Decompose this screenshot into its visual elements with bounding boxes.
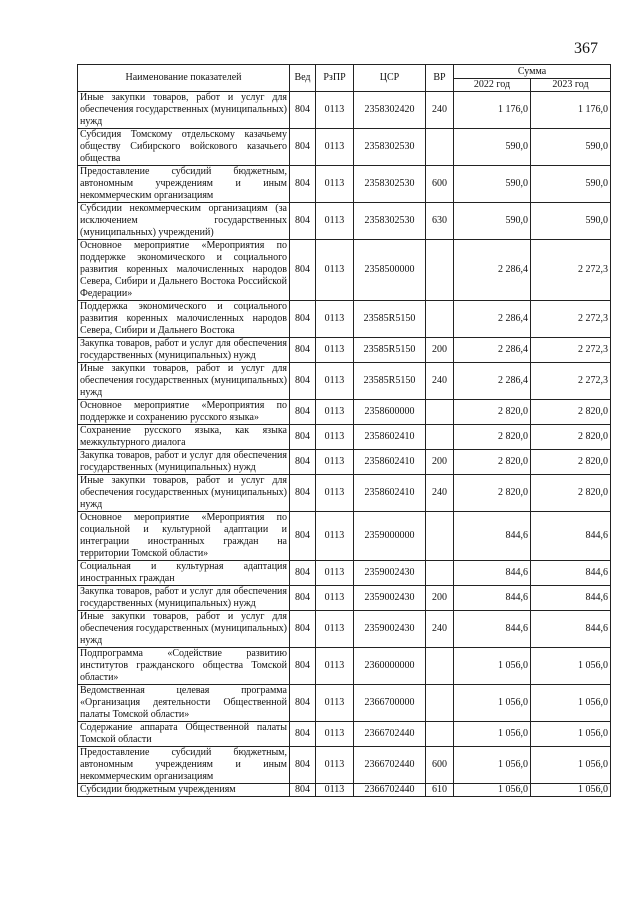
row-vr: 240 [426, 92, 454, 129]
row-sum-2022: 2 820,0 [454, 450, 531, 475]
table-row [78, 92, 611, 129]
row-sum-2022: 1 056,0 [454, 722, 531, 747]
row-rzpr: 0113 [316, 784, 354, 797]
table-row [78, 561, 611, 586]
row-sum-2023: 2 272,3 [531, 338, 611, 363]
row-csr: 2359002430 [354, 586, 426, 611]
row-sum-2022: 1 056,0 [454, 648, 531, 685]
row-name: Иные закупки товаров, работ и услуг для обеспечения государственных (муниципальных) нужд [78, 475, 290, 512]
row-name: Иные закупки товаров, работ и услуг для обеспечения государственных (муниципальных) нужд [78, 611, 290, 648]
row-name: Иные закупки товаров, работ и услуг для обеспечения государственных (муниципальных) нужд [78, 363, 290, 400]
row-vr [426, 685, 454, 722]
row-sum-2023: 2 820,0 [531, 450, 611, 475]
row-vr: 200 [426, 338, 454, 363]
row-sum-2022: 1 056,0 [454, 784, 531, 797]
row-rzpr: 0113 [316, 129, 354, 166]
row-ved: 804 [290, 475, 316, 512]
row-ved: 804 [290, 240, 316, 301]
row-ved: 804 [290, 425, 316, 450]
row-csr: 2366702440 [354, 747, 426, 784]
row-csr: 2358302530 [354, 166, 426, 203]
row-rzpr: 0113 [316, 685, 354, 722]
row-ved: 804 [290, 363, 316, 400]
row-sum-2022: 1 056,0 [454, 747, 531, 784]
row-name: Ведомственная целевая программа «Организация деятельности Общественной палаты Томской области» [78, 685, 290, 722]
row-rzpr: 0113 [316, 611, 354, 648]
row-csr: 2366702440 [354, 784, 426, 797]
row-name: Закупка товаров, работ и услуг для обеспечения государственных (муниципальных) нужд [78, 450, 290, 475]
row-sum-2023: 2 272,3 [531, 240, 611, 301]
row-ved: 804 [290, 722, 316, 747]
row-sum-2023: 590,0 [531, 129, 611, 166]
row-sum-2023: 1 056,0 [531, 784, 611, 797]
row-sum-2023: 590,0 [531, 166, 611, 203]
table-row [78, 648, 611, 685]
budget-table [77, 64, 611, 797]
table-row [78, 611, 611, 648]
row-sum-2022: 2 820,0 [454, 400, 531, 425]
row-vr: 600 [426, 747, 454, 784]
row-csr: 2358602410 [354, 425, 426, 450]
row-rzpr: 0113 [316, 92, 354, 129]
row-csr: 23585R5150 [354, 363, 426, 400]
row-rzpr: 0113 [316, 450, 354, 475]
row-sum-2023: 2 820,0 [531, 475, 611, 512]
row-sum-2022: 590,0 [454, 203, 531, 240]
row-csr: 2358302530 [354, 129, 426, 166]
row-rzpr: 0113 [316, 166, 354, 203]
row-sum-2023: 2 272,3 [531, 301, 611, 338]
row-vr: 630 [426, 203, 454, 240]
header-csr: ЦСР [354, 65, 426, 92]
header-ved: Вед [290, 65, 316, 92]
row-sum-2022: 2 286,4 [454, 240, 531, 301]
row-csr: 2358302530 [354, 203, 426, 240]
row-name: Основное мероприятие «Мероприятия по поддержке и сохранению русского языка» [78, 400, 290, 425]
row-ved: 804 [290, 400, 316, 425]
row-ved: 804 [290, 338, 316, 363]
row-rzpr: 0113 [316, 203, 354, 240]
header-sum: Сумма [454, 65, 611, 79]
row-sum-2022: 2 286,4 [454, 338, 531, 363]
table-row [78, 203, 611, 240]
row-vr [426, 561, 454, 586]
row-sum-2023: 2 820,0 [531, 425, 611, 450]
row-name: Поддержка экономического и социального развития коренных малочисленных народов Севера, Сибири и Дальнего Востока [78, 301, 290, 338]
row-csr: 23585R5150 [354, 301, 426, 338]
row-rzpr: 0113 [316, 301, 354, 338]
row-vr [426, 400, 454, 425]
row-ved: 804 [290, 203, 316, 240]
row-ved: 804 [290, 784, 316, 797]
row-sum-2022: 1 176,0 [454, 92, 531, 129]
row-ved: 804 [290, 685, 316, 722]
row-sum-2023: 2 272,3 [531, 363, 611, 400]
row-ved: 804 [290, 92, 316, 129]
row-sum-2023: 590,0 [531, 203, 611, 240]
row-sum-2023: 1 056,0 [531, 722, 611, 747]
table-body [78, 92, 611, 797]
row-vr: 610 [426, 784, 454, 797]
table-row [78, 338, 611, 363]
table-row [78, 512, 611, 561]
table-row [78, 586, 611, 611]
row-rzpr: 0113 [316, 363, 354, 400]
row-csr: 2358500000 [354, 240, 426, 301]
row-vr: 240 [426, 363, 454, 400]
row-csr: 2360000000 [354, 648, 426, 685]
row-rzpr: 0113 [316, 475, 354, 512]
row-sum-2022: 844,6 [454, 512, 531, 561]
row-sum-2023: 844,6 [531, 512, 611, 561]
row-ved: 804 [290, 561, 316, 586]
header-2023: 2023 год [531, 79, 611, 92]
row-ved: 804 [290, 611, 316, 648]
row-rzpr: 0113 [316, 648, 354, 685]
row-csr: 2366700000 [354, 685, 426, 722]
row-sum-2023: 844,6 [531, 586, 611, 611]
row-name: Субсидии бюджетным учреждениям [78, 784, 290, 797]
row-name: Закупка товаров, работ и услуг для обеспечения государственных (муниципальных) нужд [78, 586, 290, 611]
row-csr: 23585R5150 [354, 338, 426, 363]
row-rzpr: 0113 [316, 561, 354, 586]
row-sum-2023: 1 056,0 [531, 747, 611, 784]
row-vr [426, 512, 454, 561]
row-rzpr: 0113 [316, 747, 354, 784]
row-csr: 2359002430 [354, 561, 426, 586]
row-sum-2022: 590,0 [454, 129, 531, 166]
row-vr [426, 425, 454, 450]
table-row [78, 301, 611, 338]
row-ved: 804 [290, 450, 316, 475]
row-vr [426, 240, 454, 301]
row-sum-2022: 844,6 [454, 561, 531, 586]
row-ved: 804 [290, 166, 316, 203]
row-rzpr: 0113 [316, 425, 354, 450]
header-name: Наименование показателей [78, 65, 290, 92]
row-sum-2022: 844,6 [454, 586, 531, 611]
row-sum-2022: 2 820,0 [454, 425, 531, 450]
row-csr: 2359002430 [354, 611, 426, 648]
row-name: Закупка товаров, работ и услуг для обеспечения государственных (муниципальных) нужд [78, 338, 290, 363]
row-csr: 2359000000 [354, 512, 426, 561]
row-rzpr: 0113 [316, 586, 354, 611]
header-rzpr: РзПР [316, 65, 354, 92]
row-sum-2023: 1 056,0 [531, 685, 611, 722]
row-rzpr: 0113 [316, 338, 354, 363]
row-sum-2022: 2 286,4 [454, 363, 531, 400]
row-rzpr: 0113 [316, 240, 354, 301]
row-name: Подпрограмма «Содействие развитию институтов гражданского общества Томской области» [78, 648, 290, 685]
row-vr: 240 [426, 475, 454, 512]
row-csr: 2358602410 [354, 450, 426, 475]
header-2022: 2022 год [454, 79, 531, 92]
row-csr: 2358602410 [354, 475, 426, 512]
row-ved: 804 [290, 648, 316, 685]
row-name: Предоставление субсидий бюджетным, автономным учреждениям и иным некоммерческим организациям [78, 747, 290, 784]
row-sum-2022: 590,0 [454, 166, 531, 203]
table-row [78, 685, 611, 722]
row-rzpr: 0113 [316, 400, 354, 425]
row-ved: 804 [290, 586, 316, 611]
row-csr: 2366702440 [354, 722, 426, 747]
row-name: Социальная и культурная адаптация иностранных граждан [78, 561, 290, 586]
row-csr: 2358600000 [354, 400, 426, 425]
row-name: Содержание аппарата Общественной палаты Томской области [78, 722, 290, 747]
table-row [78, 722, 611, 747]
row-sum-2023: 1 176,0 [531, 92, 611, 129]
table-row [78, 450, 611, 475]
row-ved: 804 [290, 512, 316, 561]
page-number: 367 [574, 40, 598, 57]
row-ved: 804 [290, 129, 316, 166]
row-name: Основное мероприятие «Мероприятия по поддержке экономического и социального развития коренных малочисленных народов Севера, Сибири и Дальнего Востока Российской Федерации» [78, 240, 290, 301]
table-row [78, 400, 611, 425]
table-row [78, 475, 611, 512]
row-vr: 240 [426, 611, 454, 648]
row-name: Субсидия Томскому отдельскому казачьему обществу Сибирского войскового казачьего общества [78, 129, 290, 166]
row-vr: 200 [426, 586, 454, 611]
row-vr [426, 301, 454, 338]
row-name: Сохранение русского языка, как языка межкультурного диалога [78, 425, 290, 450]
header-vr: ВР [426, 65, 454, 92]
row-name: Иные закупки товаров, работ и услуг для обеспечения государственных (муниципальных) нужд [78, 92, 290, 129]
row-csr: 2358302420 [354, 92, 426, 129]
row-ved: 804 [290, 301, 316, 338]
row-rzpr: 0113 [316, 512, 354, 561]
row-vr [426, 722, 454, 747]
row-vr: 600 [426, 166, 454, 203]
row-ved: 804 [290, 747, 316, 784]
row-name: Предоставление субсидий бюджетным, автономным учреждениям и иным некоммерческим организациям [78, 166, 290, 203]
row-vr [426, 129, 454, 166]
row-sum-2023: 844,6 [531, 561, 611, 586]
table-row [78, 425, 611, 450]
table-row [78, 129, 611, 166]
row-name: Основное мероприятие «Мероприятия по социальной и культурной адаптации и интеграции иностранных граждан на территории Томской области» [78, 512, 290, 561]
row-vr [426, 648, 454, 685]
row-sum-2023: 2 820,0 [531, 400, 611, 425]
row-sum-2023: 844,6 [531, 611, 611, 648]
table-header [78, 65, 611, 92]
row-sum-2022: 2 286,4 [454, 301, 531, 338]
table-row [78, 240, 611, 301]
row-sum-2022: 2 820,0 [454, 475, 531, 512]
row-sum-2022: 1 056,0 [454, 685, 531, 722]
row-sum-2022: 844,6 [454, 611, 531, 648]
table-row [78, 166, 611, 203]
table-row [78, 784, 611, 797]
row-sum-2023: 1 056,0 [531, 648, 611, 685]
row-rzpr: 0113 [316, 722, 354, 747]
table-row [78, 747, 611, 784]
row-vr: 200 [426, 450, 454, 475]
row-name: Субсидии некоммерческим организациям (за исключением государственных (муниципальных) учреждений) [78, 203, 290, 240]
table-row [78, 363, 611, 400]
